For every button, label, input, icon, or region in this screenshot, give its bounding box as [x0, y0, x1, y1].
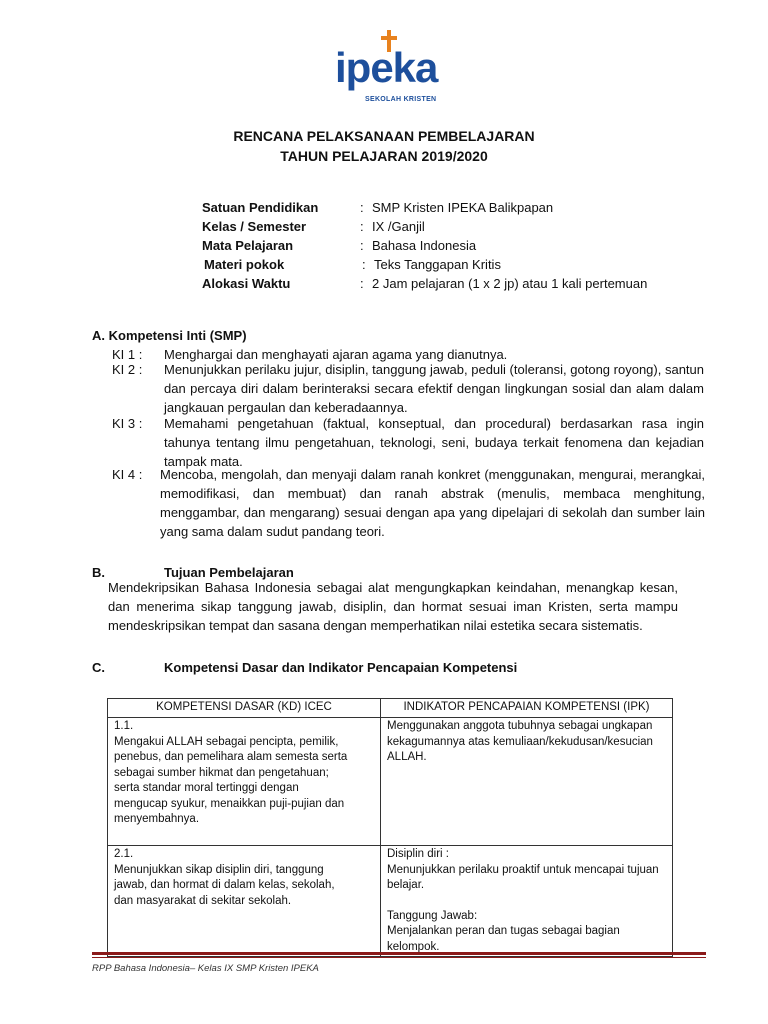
- meta-value: Bahasa Indonesia: [372, 238, 477, 253]
- ipk-text: Tanggung Jawab:: [387, 909, 478, 922]
- section-c-letter: C.: [92, 660, 105, 675]
- meta-value: SMP Kristen IPEKA Balikpapan: [372, 200, 554, 215]
- meta-colon: :: [360, 219, 364, 234]
- meta-label: Satuan Pendidikan: [202, 200, 319, 215]
- footer-divider: [92, 952, 706, 955]
- logo-wordmark: ipeka: [335, 44, 438, 91]
- kd-text: Menunjukkan sikap disiplin diri, tanggung jawab, dan hormat di dalam kelas, sekolah, dan masyarakat di sekitar sekolah.: [114, 863, 335, 907]
- section-c-heading: Kompetensi Dasar dan Indikator Pencapaian Kompetensi: [164, 660, 518, 675]
- meta-label: Kelas / Semester: [202, 219, 307, 234]
- kd-text: Mengakui ALLAH sebagai pencipta, pemilik, penebus, dan pemelihara alam semesta serta sebagai sumber hikmat dan pengetahuan; serta standar moral tertinggi dengan mengucap syukur, menaikkan puji-pujian dan menyembahnya.: [114, 735, 348, 825]
- kd-cell: [108, 846, 381, 957]
- table-row: [108, 718, 673, 846]
- table-row: [108, 846, 673, 957]
- meta-colon: :: [362, 257, 366, 272]
- ipk-cell: [381, 718, 673, 846]
- ipk-spacer: [387, 894, 666, 909]
- ki-label: KI 1 :: [112, 347, 143, 362]
- footer-divider-thin: [92, 957, 706, 958]
- meta-label: Materi pokok: [204, 257, 285, 272]
- ki-text: Mencoba, mengolah, dan menyaji dalam ranah konkret (menggunakan, mengurai, merangkai, memodifikasi, dan membuat) dan ranah abstrak (menulis, membaca menghitung, menggambar, dan mengarang) sesuai dengan apa yang dipelajari di sekolah dan sumber lain yang sama dalam sudut pandang teori.: [160, 467, 705, 539]
- ipk-text: Menggunakan anggota tubuhnya sebagai ungkapan kekagumannya atas kemuliaan/kekudusan/kesucian ALLAH.: [387, 720, 653, 763]
- ki-label: KI 3 :: [112, 416, 143, 431]
- competency-table: [107, 698, 673, 957]
- ki-text: Menunjukkan perilaku jujur, disiplin, tanggung jawab, peduli (toleransi, gotong royong), santun dan percaya diri dalam berinteraksi secara efektif dengan lingkungan sosial dan alam dalam jangkauan pergaulan dan keberadaannya.: [164, 362, 704, 415]
- table-header-row: [108, 699, 673, 718]
- table-header-ipk: INDIKATOR PENCAPAIAN KOMPETENSI (IPK): [381, 699, 673, 718]
- ipk-text: Menunjukkan perilaku proaktif untuk mencapai tujuan belajar.: [387, 863, 659, 891]
- school-logo: [335, 30, 455, 105]
- ki-label: KI 4 :: [112, 467, 143, 482]
- meta-colon: :: [360, 200, 364, 215]
- table-header-kd: KOMPETENSI DASAR (KD) ICEC: [108, 699, 381, 718]
- meta-label: Alokasi Waktu: [202, 276, 291, 291]
- ki-label: KI 2 :: [112, 362, 143, 377]
- meta-value: IX /Ganjil: [372, 219, 425, 234]
- section-a-heading: A. Kompetensi Inti (SMP): [92, 328, 247, 343]
- ipk-text: Disiplin diri :: [387, 848, 449, 860]
- kd-number: 1.1.: [114, 720, 134, 732]
- meta-colon: :: [360, 238, 364, 253]
- ki-text: Menghargai dan menghayati ajaran agama yang dianutnya.: [164, 347, 508, 362]
- kd-cell: [108, 718, 381, 846]
- meta-label: Mata Pelajaran: [202, 238, 294, 253]
- section-b-text: Mendekripsikan Bahasa Indonesia sebagai alat mengungkapkan keindahan, menangkap kesan, dan menerima sikap tanggung jawab, disiplin, dan hormat sesuai iman Kristen, serta mampu mendeskripsikan tempat dan sasana dengan memperhatikan nilai estetika secara sistematis.: [108, 580, 678, 633]
- logo-subtitle: SEKOLAH KRISTEN: [365, 96, 437, 103]
- ipk-text: Menjalankan peran dan tugas sebagai bagian kelompok.: [387, 925, 620, 953]
- ipk-cell: [381, 846, 673, 957]
- kd-number: 2.1.: [114, 848, 134, 860]
- meta-value: Teks Tanggapan Kritis: [374, 257, 501, 272]
- document-subtitle: TAHUN PELAJARAN 2019/2020: [280, 148, 488, 164]
- section-b-letter: B.: [92, 565, 105, 580]
- section-b-heading: Tujuan Pembelajaran: [164, 565, 294, 580]
- meta-colon: :: [360, 276, 364, 291]
- ki-text: Memahami pengetahuan (faktual, konseptual, dan procedural) berdasarkan rasa ingin tahunya tentang ilmu pengetahuan, teknologi, seni, budaya terkait fenomena dan kejadian tampak mata.: [164, 416, 704, 469]
- document-title: RENCANA PELAKSANAAN PEMBELAJARAN: [233, 128, 535, 144]
- meta-value: 2 Jam pelajaran (1 x 2 jp) atau 1 kali pertemuan: [372, 276, 648, 291]
- page-footer: RPP Bahasa Indonesia– Kelas IX SMP Kristen IPEKA: [92, 963, 319, 974]
